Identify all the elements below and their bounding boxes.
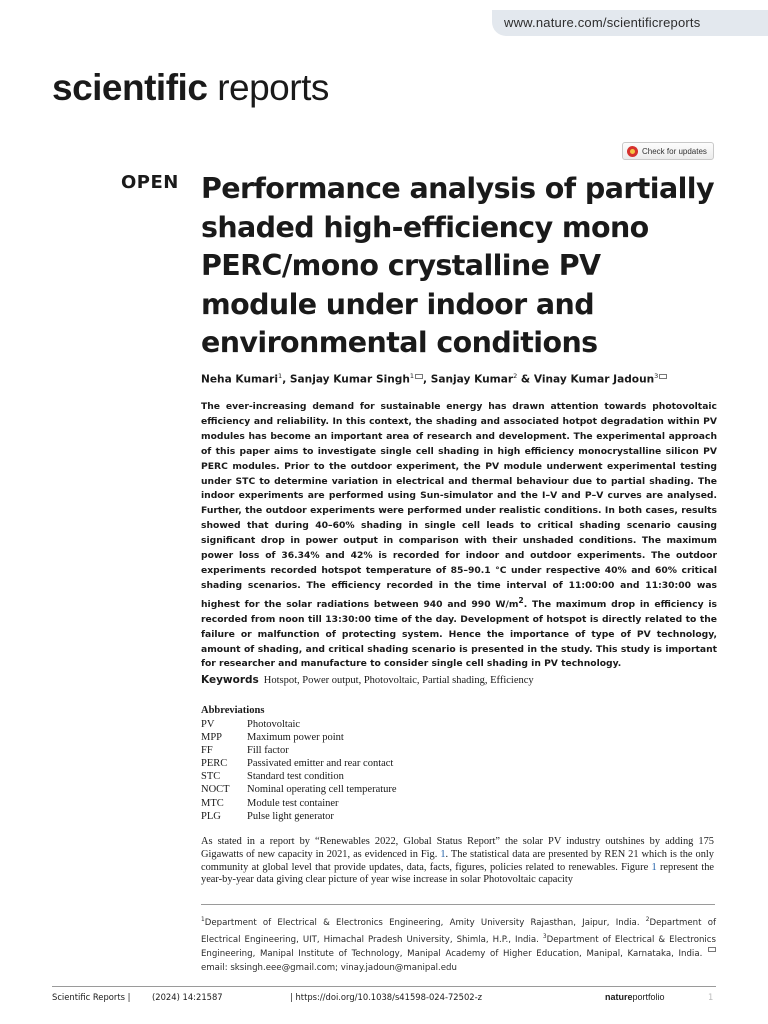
abbreviation-term: MPP [201,732,223,744]
figure-reference-link[interactable]: 1 [440,848,446,860]
abbreviation-term: PV [201,719,215,730]
check-for-updates-label: Check for updates [642,146,707,156]
keywords-heading: Keywords [201,674,259,686]
keywords-section [201,674,534,686]
body-text-part: represent the year-by-year data giving clear picture of year wise increase in solar Photovoltaic capacity [201,861,715,886]
masthead-bold: scientific [52,67,208,108]
author-affil-sup: 1 [278,372,283,380]
abbreviation-row [201,731,397,744]
article-title: Performance analysis of partially shaded high-efficiency mono PERC/mono crystalline PV module under indoor and environmental conditions [201,172,714,359]
abbreviation-term: PERC [201,758,228,770]
abbreviation-definition: Photovoltaic [247,719,301,730]
envelope-icon[interactable] [415,374,423,379]
envelope-icon[interactable] [659,374,667,379]
keywords-list: Hotspot, Power output, Photovoltaic, Partial shading, Efficiency [263,675,534,686]
corresponding-email[interactable]: email: sksingh.eee@gmail.com; vinay.jadoun@manipal.edu [201,963,457,974]
abbreviation-definition: Passivated emitter and rear contact [247,758,394,770]
publisher-logo[interactable] [605,992,665,1002]
crossmark-icon [627,146,638,157]
abbreviation-row [201,744,397,757]
footer-doi-link[interactable]: | https://doi.org/10.1038/s41598-024-72502-z [290,992,483,1002]
body-text-part: . The statistical data are presented by REN 21 which is the only community at global level that provide updates, data, facts, figures, policies related to renewables. Figure [201,848,714,873]
envelope-icon [708,947,716,952]
affil-sup: 1 [201,917,205,923]
abbreviation-term: STC [201,771,221,783]
abbreviation-row [201,770,397,783]
body-text-part: As stated in a report by “Renewables 2022, Global Status Report” the solar PV industry outshines by adding 175 Gigawatts of new capacity in 2021, as evidenced in Fig. [201,836,714,860]
check-for-updates-button[interactable] [622,142,714,160]
author-name[interactable]: Vinay Kumar Jadoun [533,373,655,386]
masthead-light: reports [217,67,329,108]
abbreviation-definition: Maximum power point [247,732,344,744]
abbreviations-section [201,704,397,823]
abbreviation-row [201,783,397,796]
abstract-part-1: The ever-increasing demand for sustainable energy has drawn attention towards photovoltaic efficiency and reliability. In this context, the shading and associated hotpot degradation within PV modules has become an important area of research and development. The experimental approach of this paper aims to investigate single cell shading in high efficiency monocrystalline silicon PV PERC modules. Prior to the outdoor experiment, the PV module underwent experimental testing under STC to determine variation in electrical and thermal behaviour due to partial shading. The indoor experiments are performed using Sun-simulator and the I–V and P–V curves are analysed. Further, the outdoor experiments were performed under realistic conditions. In both cases, results showed that during 40–60% shading in single cell leads to critical shading scenario causing significant drop in power output in comparison with their unshaded conditions. The maximum power loss of 36.34% and 42% is recorded for indoor and outdoor experiments. The outdoor experiments recorded hotspot temperature of 85–90.1 °C under respective 40% and 60% critical shading scenarios. The efficiency recorded in the time interval of 11:00:00 and 11:30:00 was highest for the solar radiations between 940 and 990 W/m [201,401,717,610]
footer-divider [52,986,716,987]
figure-reference-link[interactable]: 1 [651,861,657,873]
author-affil-sup: 1 [409,372,415,380]
publisher-bold: nature [605,992,633,1002]
author-name[interactable]: Sanjay Kumar Singh [289,373,410,386]
affil-sup: 3 [542,934,547,941]
abstract [201,400,717,672]
author-name[interactable]: Sanjay Kumar [430,373,514,386]
abbreviation-row [201,757,397,770]
author-separator: , [423,373,431,386]
page-number: 1 [708,992,714,1002]
affil-sup: 2 [645,917,650,923]
abbreviation-definition: Module test container [247,797,339,809]
abbreviation-term: MTC [201,797,224,809]
author-separator: , [282,373,290,386]
abbreviation-row [201,797,397,810]
abbreviation-row [201,718,397,731]
abbreviation-term: PLG [201,810,221,822]
footer-volume: (2024) 14:21587 [152,992,223,1002]
affiliations [201,913,716,976]
abbreviation-row [201,810,397,823]
abbreviation-definition: Nominal operating cell temperature [247,784,397,796]
publisher-light: portfolio [632,992,665,1002]
open-access-label: OPEN [121,172,179,193]
abbreviation-definition: Pulse light generator [247,810,334,822]
author-separator: & [517,373,534,386]
abstract-part-2: . The maximum drop in efficiency is recorded from noon till 13:30:00 time of the day. Development of hotspot is directly related to the failure or malfunction of protecting system. Hence the importance of type of PV technology, amount of shading, and critical shading scenario is presented in the study. This study is important for researcher and manufacture to consider single cell shading in PV technology. [201,598,718,670]
affiliation-text: Department of Electrical & Electronics Engineering, Amity University Rajasthan, Jaipur, India. [204,917,646,928]
affiliation-text: Department of Electrical Engineering, UIT, Himachal Pradesh University, Shimla, H.P., India. [201,917,716,945]
footer-journal: Scientific Reports | [52,992,131,1002]
abbreviation-definition: Fill factor [247,745,289,757]
body-paragraph [201,836,714,887]
author-affil-sup: 3 [654,372,659,380]
abbreviations-heading: Abbreviations [201,705,265,716]
affiliation-divider [201,904,715,905]
author-list [201,372,667,386]
affiliation-text: Department of Electrical & Electronics Engineering, Manipal Institute of Technology, Manipal Academy of Higher Education, Manipal, Karnataka, India. [201,934,716,960]
abbreviation-definition: Standard test condition [247,771,344,783]
journal-url[interactable]: www.nature.com/scientificreports [492,10,768,36]
journal-masthead[interactable] [52,66,329,110]
author-affil-sup: 2 [513,372,518,380]
abbreviation-term: NOCT [201,784,230,796]
author-name[interactable]: Neha Kumari [201,373,279,386]
abstract-superscript: 2 [518,595,524,605]
abbreviation-term: FF [201,745,213,757]
